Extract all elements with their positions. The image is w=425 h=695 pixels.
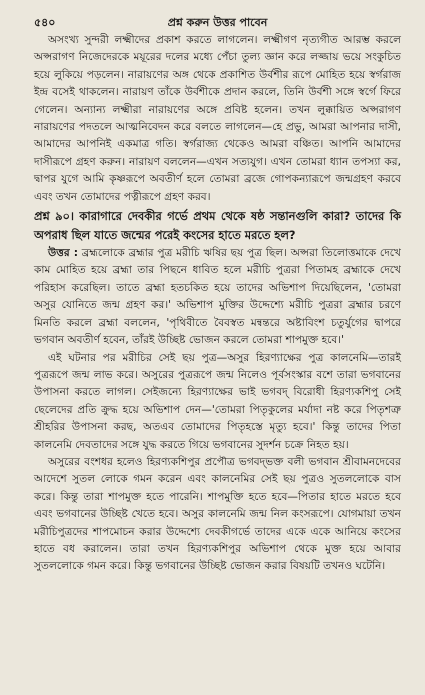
paragraph-apsaras: অসংখ্য সুন্দরী লক্ষ্মীদের প্রকাশ করতে লাগলেন। লক্ষ্মীগণ নৃত্যগীত আরম্ভ করলে অপ্সরাগণ নিজেদেরকে ময়ূরের দলের মধ্যে পেঁচা তুল্য জ্ঞান করে লজ্জায় ভয়ে সংকুচিত হয়ে লুকিয়ে পড়লেন। নারায়ণের অঙ্গ থেকে প্রকাশিত উর্বশীর রূপে মোহিত হয়ে স্বর্গরাজ ইন্দ্র বসেই থাকলেন। নারায়ণ তাঁকে উর্বশীকে প্রদান করলে, তিনি উর্বশী সঙ্গে স্বর্গে ফিরে গেলেন। অন্যান্য লক্ষ্মীরা নারায়ণের অঙ্গে প্রবিষ্ট হলেন। তখন লুক্কায়িত অপ্সরাগণ নারায়ণের পদতলে আত্মনিবেদন করে বলতে লাগলেন—হে প্রভু, আমরা আপনার দাসী, আমাদের আপনিই একমাত্র গতি। স্বর্গরাজ্য থেকেও আমরা বঞ্চিত। আপনি আমাদের দাসীরূপে গ্রহণ করুন। নারায়ণ বললেন—এখন সত্যযুগ। এখন তোমরা ধ্যান তপস্যা কর, দ্বাপর যুগে আমি কৃষ্ণরূপে অবতীর্ণ হলে তোমরা ব্রজে গোপকন্যারূপে জন্মগ্রহণ করবে এবং তখন তোমাদের পত্নীরূপে গ্রহণ করব।	[34, 34, 401, 203]
paragraph-sutala-loka: অসুরের বংশধর হলেও হিরণ্যকশিপুর প্রপৌত্র ভগবদ্‌ভক্ত বলী ভগবান শ্রীবামনদেবের আদেশে সুতল লোকে গমন করেন এবং কালনেমির সেই ছয় পুত্রও সুতললোকে বাস করে। কিন্তু তারা শাপমুক্ত হতে পারেনি। শাপমুক্তি হতে হবে—পিতার হাতে মরতে হবে এবং ভগবানের উচ্ছিষ্ট খেতে হবে। অসুর কালনেমি জন্ম নিল কংসরূপে। যোগমায়া তখন মরীচিপুত্রদের শাপমোচন করার উদ্দেশ্যে দেবকীগর্ভে তাদের একে একে আনিয়ে কংসের হাতে বধ করালেন। তারা তখন হিরণ্যকশিপুর অভিশাপ থেকে মুক্ত হয়ে আবার সুতললোকে গমন করে। কিন্তু ভগবানের উচ্ছিষ্ট ভোজন করার বিষয়টি তখনও ঘটেনি।	[34, 455, 401, 573]
question-90: প্রশ্ন ৯০। কারাগারে দেবকীর গর্ভে প্রথম থেকে ষষ্ঠ সন্তানগুলি কারা? তাদের কি অপরাধ ছিল যাতে জন্মের পরেই কংসের হাতে মরতে হল?	[34, 209, 401, 242]
page-number: ৫৪০	[34, 16, 56, 29]
running-title: প্রশ্ন করুন উত্তর পাবেন	[167, 16, 268, 29]
paragraph-kalanemi-sons: এই ঘটনার পর মরীচির সেই ছয় পুত্র—অসুর হিরণ্যাক্ষের পুত্র কালনেমি—তারই পুত্ররূপে জন্ম লাভ করে। অসুরের পুত্ররূপে জন্ম নিলেও পূর্বসংস্কার বশে তারা ভগবানের উপাসনা করতে লাগল। সেইজন্যে হিরণ্যাক্ষের ভাই ভগবদ্ বিরোধী হিরণ্যকশিপু সেই ছেলেদের প্রতি ক্রুদ্ধ হয়ে অভিশাপ দেন—'তোমরা পিতৃকুলের মর্যাদা নষ্ট করে পিতৃশত্রু শ্রীহরির উপাসনা করছ, অতএব তোমাদের পিতৃহস্তে মৃত্যু হবে।' কিন্তু তাদের পিতা কালনেমি দেবতাদের সঙ্গে যুদ্ধ করতে গিয়ে ভগবানের সুদর্শন চক্রে নিহত হয়।	[34, 351, 401, 451]
page-header	[34, 10, 401, 32]
answer-paragraph	[34, 245, 401, 349]
body-text	[34, 32, 401, 576]
answer-text: ব্রহ্মলোকে ব্রহ্মার পুত্র মরীচি ঋষির ছয় পুত্র ছিল। অপ্সরা তিলোত্তমাকে দেখে কাম মোহিত হয়ে ব্রহ্মা তার পিছনে ধাবিত হলে মরীচি পুত্ররা পিতামহ ব্রহ্মাকে দেখে পরিহাস করেছিল। তাতে ব্রহ্মা হতচকিত হয়ে তাদের অভিশাপ দিয়েছিলেন, 'তোমরা অসুর যোনিতে জন্ম গ্রহণ কর।' অভিশাপ মুক্তির উদ্দেশ্যে মরীচি পুত্ররা ব্রহ্মার চরণে মিনতি করলে ব্রহ্মা বললেন, 'পৃথিবীতে বৈবস্বত মন্বন্তরে অষ্টাবিংশ চতুর্যুগের দ্বাপরে ভগবান অবতীর্ণ হবেন, তাঁরই উচ্ছিষ্ট ভোজন করলে তোমরা শাপমুক্ত হবে।'	[34, 247, 401, 347]
answer-label: উত্তর :	[48, 247, 78, 260]
